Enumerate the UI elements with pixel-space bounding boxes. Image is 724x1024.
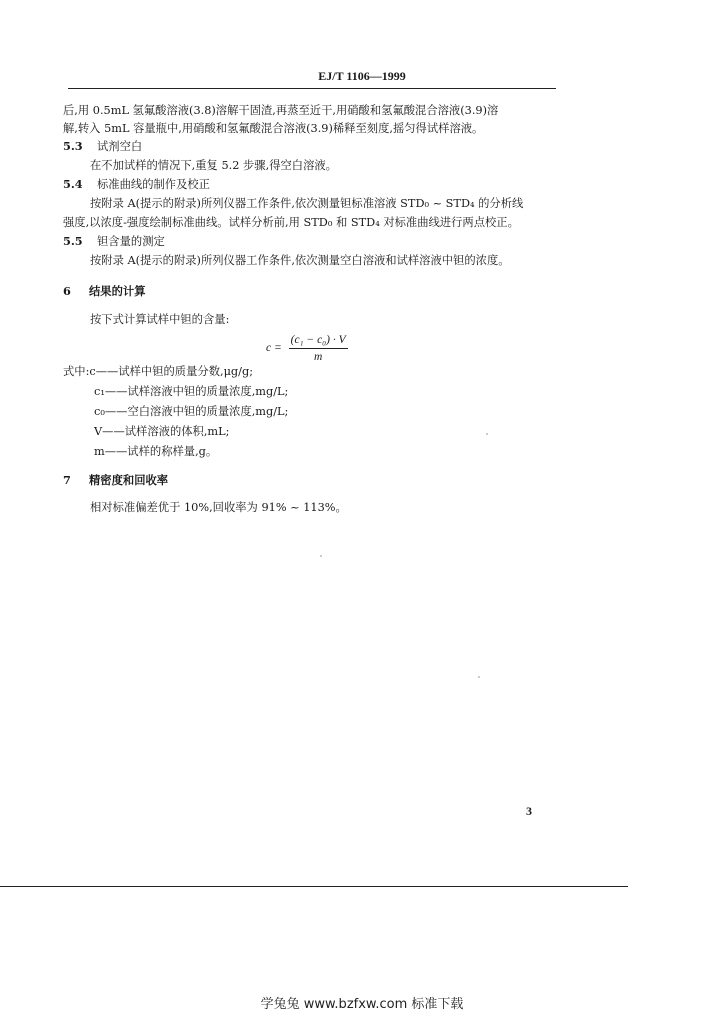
para-line: 按附录 A(提示的附录)所列仪器工作条件,依次测量空白溶液和试样溶液中钽的浓度。 — [90, 254, 510, 267]
section-title: 结果的计算 — [89, 284, 146, 298]
para-line: 解,转入 5mL 容量瓶中,用硝酸和氢氟酸混合溶液(3.9)稀释至刻度,摇匀得试样溶液。 — [63, 122, 484, 135]
section-title: 钽含量的测定 — [97, 235, 165, 248]
concentration-formula — [266, 334, 348, 363]
section-6-heading — [63, 284, 146, 299]
section-title: 标准曲线的制作及校正 — [97, 178, 210, 191]
para-line: 后,用 0.5mL 氢氟酸溶液(3.8)溶解干固渣,再蒸至近干,用硝酸和氢氟酸混合溶液(3.9)溶 — [63, 104, 499, 117]
source-watermark: 学兔兔 www.bzfxw.com 标准下载 — [260, 997, 464, 1012]
scan-speck — [478, 676, 480, 678]
section-number: 5.4 — [63, 177, 83, 191]
variable-definition: m——试样的称样量,g。 — [94, 445, 218, 458]
scan-speck — [320, 555, 322, 557]
variable-definition: V——试样溶液的体积,mL; — [94, 425, 230, 438]
section-title: 试剂空白 — [97, 140, 143, 153]
formula-fraction — [289, 334, 348, 363]
section-5-3-heading — [63, 139, 142, 154]
scan-speck — [486, 433, 488, 435]
section-number: 7 — [63, 473, 71, 487]
para-line: 在不加试样的情况下,重复 5.2 步骤,得空白溶液。 — [90, 159, 337, 172]
variable-definition: 式中:c——试样中钽的质量分数,μg/g; — [63, 365, 254, 378]
section-5-5-heading — [63, 234, 165, 249]
footer-rule — [0, 886, 628, 887]
variable-definition: c₁——试样溶液中钽的质量浓度,mg/L; — [94, 385, 289, 398]
page-number: 3 — [526, 804, 532, 818]
formula-numerator: (c₁ − c₀) · V — [289, 334, 348, 349]
formula-denominator: m — [313, 351, 323, 363]
para-line: 强度,以浓度-强度绘制标准曲线。试样分析前,用 STD₀ 和 STD₄ 对标准曲线进行两点校正。 — [63, 216, 519, 229]
para-line: 按下式计算试样中钽的含量: — [90, 313, 230, 326]
section-number: 5.5 — [63, 234, 83, 248]
header-rule — [68, 88, 556, 89]
section-number: 6 — [63, 284, 71, 298]
section-5-4-heading — [63, 177, 210, 192]
para-line: 相对标准偏差优于 10%,回收率为 91% ~ 113%。 — [90, 501, 347, 514]
section-number: 5.3 — [63, 139, 83, 153]
formula-lhs: c = — [266, 342, 282, 355]
section-7-heading — [63, 473, 168, 488]
standard-code-header: EJ/T 1106—1999 — [318, 69, 406, 83]
section-title: 精密度和回收率 — [89, 473, 169, 487]
variable-definition: c₀——空白溶液中钽的质量浓度,mg/L; — [94, 405, 289, 418]
para-line: 按附录 A(提示的附录)所列仪器工作条件,依次测量钽标准溶液 STD₀ ~ STD₄ 的分析线 — [90, 197, 524, 210]
